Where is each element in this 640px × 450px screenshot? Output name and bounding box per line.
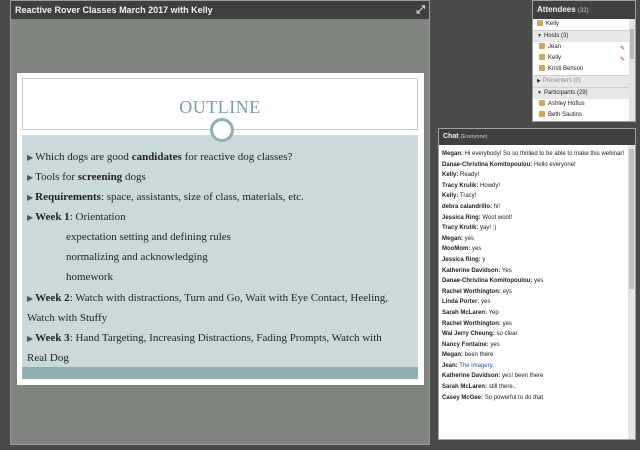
chat-text: Yes [501,267,512,274]
chat-message [442,213,628,224]
chat-sender: Rachel Worthington: [442,320,501,327]
chat-sender: Jessica Ring: [442,214,481,221]
chat-title: Chat [443,133,459,140]
chat-text: The imagery. [459,362,494,369]
chat-message [442,170,628,181]
slide-sub-bullet: homework [66,271,114,283]
slide-bullet: ▶ Week 1: Orientation [27,211,126,223]
chat-message [442,371,628,382]
presentation-title: Reactive Rover Classes March 2017 with Kelly [15,5,213,15]
chat-message [442,234,628,245]
chat-title-bar [439,129,635,145]
attendee-item[interactable]: Kristi Benson [533,64,635,75]
chat-text: Hi everybody! So so thrilled to be able to make this webinar! [464,151,625,157]
attendees-title: Attendees [537,5,576,14]
person-icon [537,20,543,26]
hosts-group[interactable]: ▼ Hosts (3) [533,30,635,42]
chat-sender: Jessica Ring: [442,256,481,263]
chat-message [442,223,628,234]
chat-message [442,191,628,202]
slide-bullet: ▶ Week 3: Hand Targeting, Increasing Distractions, Fading Prompts, Watch with [27,332,382,344]
chat-text: still there.. [488,384,517,391]
slide-footer-bar [22,367,418,379]
attendee-self[interactable]: Kelly [533,19,635,30]
slide [17,73,424,385]
chat-sender: Rachel Worthington: [442,288,501,295]
attendee-item[interactable]: Jean ✎ [533,42,635,53]
chat-sender: MooMom: [442,246,471,253]
bullet-arrow-icon: ▶ [27,294,34,303]
chat-sender: Linda Porter: [442,299,480,306]
slide-bullet: ▶ Requirements: space, assistants, size of class, materials, etc. [27,191,304,203]
collapse-triangle-icon[interactable]: ▼ [537,90,542,96]
slide-circle-ornament [210,118,234,142]
chat-message [442,255,628,266]
chat-text: yes [490,341,500,348]
chat-sender: Danae-Christina Komitopoulou: [442,161,533,168]
chat-sender: Kelly: [442,172,459,179]
chat-message [442,149,628,160]
chat-message [442,382,628,393]
chat-sender: debra calandrillo: [442,203,493,210]
chat-text: Yep [488,309,499,316]
attendees-title-bar [533,1,635,19]
bullet-arrow-icon: ▶ [27,334,34,343]
chat-sender: Nancy Fontaine: [442,341,489,348]
chat-sender: Wai Jerry Cheung: [442,331,495,338]
chat-sender: Megan: [442,235,463,242]
person-icon [539,43,545,49]
chat-text: yes [472,246,482,253]
chat-message [442,340,628,351]
chat-text: eys [502,288,512,295]
chat-sender: Danae-Christina Komitopoulou: [442,278,533,285]
chat-text: yes [481,299,491,306]
slide-bullet: ▶ Which dogs are good candidates for reactive dog classes? [27,151,293,163]
chat-text: so clear [496,331,518,338]
chat-text: Tracy! [459,193,477,200]
chat-text: yes [502,320,512,327]
chat-message [442,276,628,287]
chat-sender: Megan: [442,151,463,157]
chat-text: Ready! [460,172,480,179]
microphone-icon: ✎ [619,57,625,63]
microphone-icon: ✎ [619,46,625,52]
collapse-triangle-icon[interactable]: ▼ [537,33,542,39]
chat-sender: Tracy Krulik: [442,225,479,232]
chat-message [442,393,628,404]
expand-triangle-icon[interactable]: ▶ [537,78,541,84]
slide-bullet: ▶ Tools for screening dogs [27,171,146,183]
chat-message [442,361,628,372]
person-icon [539,65,545,71]
chat-text: Howdy! [480,182,501,189]
chat-scrollbar[interactable] [628,145,635,440]
chat-text: So powerful to do that [484,394,544,401]
presentation-panel [10,0,430,445]
chat-message [442,329,628,340]
chat-message [442,350,628,361]
chat-sender: Katherine Davidson: [442,373,501,380]
chat-message [442,160,628,171]
bullet-arrow-icon: ▶ [27,213,34,222]
chat-text: y [482,256,486,263]
person-icon [539,100,545,106]
scrollbar-thumb[interactable] [629,149,634,289]
person-icon [539,111,545,117]
chat-panel [438,128,636,440]
attendee-item[interactable]: Beth Sautins [533,110,635,121]
chat-message [442,266,628,277]
slide-heading: OUTLINE [179,97,261,117]
chat-text: Hello everyone! [534,161,576,168]
presenters-group[interactable]: ▶ Presenters (0) [533,75,635,87]
chat-message [442,181,628,192]
chat-sender: Casey McGee: [442,394,484,401]
attendees-panel [532,0,636,122]
chat-text: yes [464,235,475,242]
slide-bullet-continuation: Real Dog [27,352,69,364]
chat-message [442,287,628,298]
bullet-arrow-icon: ▶ [27,173,34,182]
chat-sender: Kelly: [442,193,459,200]
attendees-count: (32) [577,8,589,14]
slide-bullet: ▶ Week 2: Watch with distractions, Turn and Go, Wait with Eye Contact, Heeling, [27,292,388,304]
chat-sender: Jean: [442,362,458,369]
bullet-arrow-icon: ▶ [27,193,34,202]
bullet-arrow-icon: ▶ [27,153,34,162]
chat-text: Woot woot! [482,214,513,221]
chat-message [442,297,628,308]
chat-message [442,319,628,330]
slide-sub-bullet: normalizing and acknowledging [66,251,208,263]
chat-sender: Sarah McLaren: [442,309,488,316]
chat-scope: (Everyone) [460,134,488,140]
person-icon [539,54,545,60]
chat-sender: Megan: [442,352,463,359]
chat-sender: Katherine Davidson: [442,267,501,274]
scrollbar-thumb[interactable] [630,29,634,59]
chat-text: yes [534,278,544,285]
chat-message [442,202,628,213]
chat-message-list [442,149,628,403]
chat-text: been there [464,352,494,359]
presentation-title-bar [11,1,429,19]
attendee-item[interactable]: Kelly ✎ [533,53,635,64]
chat-message [442,308,628,319]
slide-bullet-continuation: Watch with Stuffy [27,312,108,324]
attendee-item[interactable]: Ashley Hofius [533,99,635,110]
slide-sub-bullet: expectation setting and defining rules [66,231,231,243]
chat-text: yay! :) [480,225,497,232]
chat-sender: Tracy Krulik: [442,182,479,189]
chat-message [442,244,628,255]
chat-text: hi! [493,203,501,210]
chat-text: yes! been there [502,373,544,380]
fullscreen-icon[interactable]: ⤢ [416,4,425,16]
attendees-scrollbar[interactable] [629,19,635,122]
participants-group[interactable]: ▼ Participants (29) [533,87,635,99]
chat-sender: Sarah McLaren: [442,384,488,391]
